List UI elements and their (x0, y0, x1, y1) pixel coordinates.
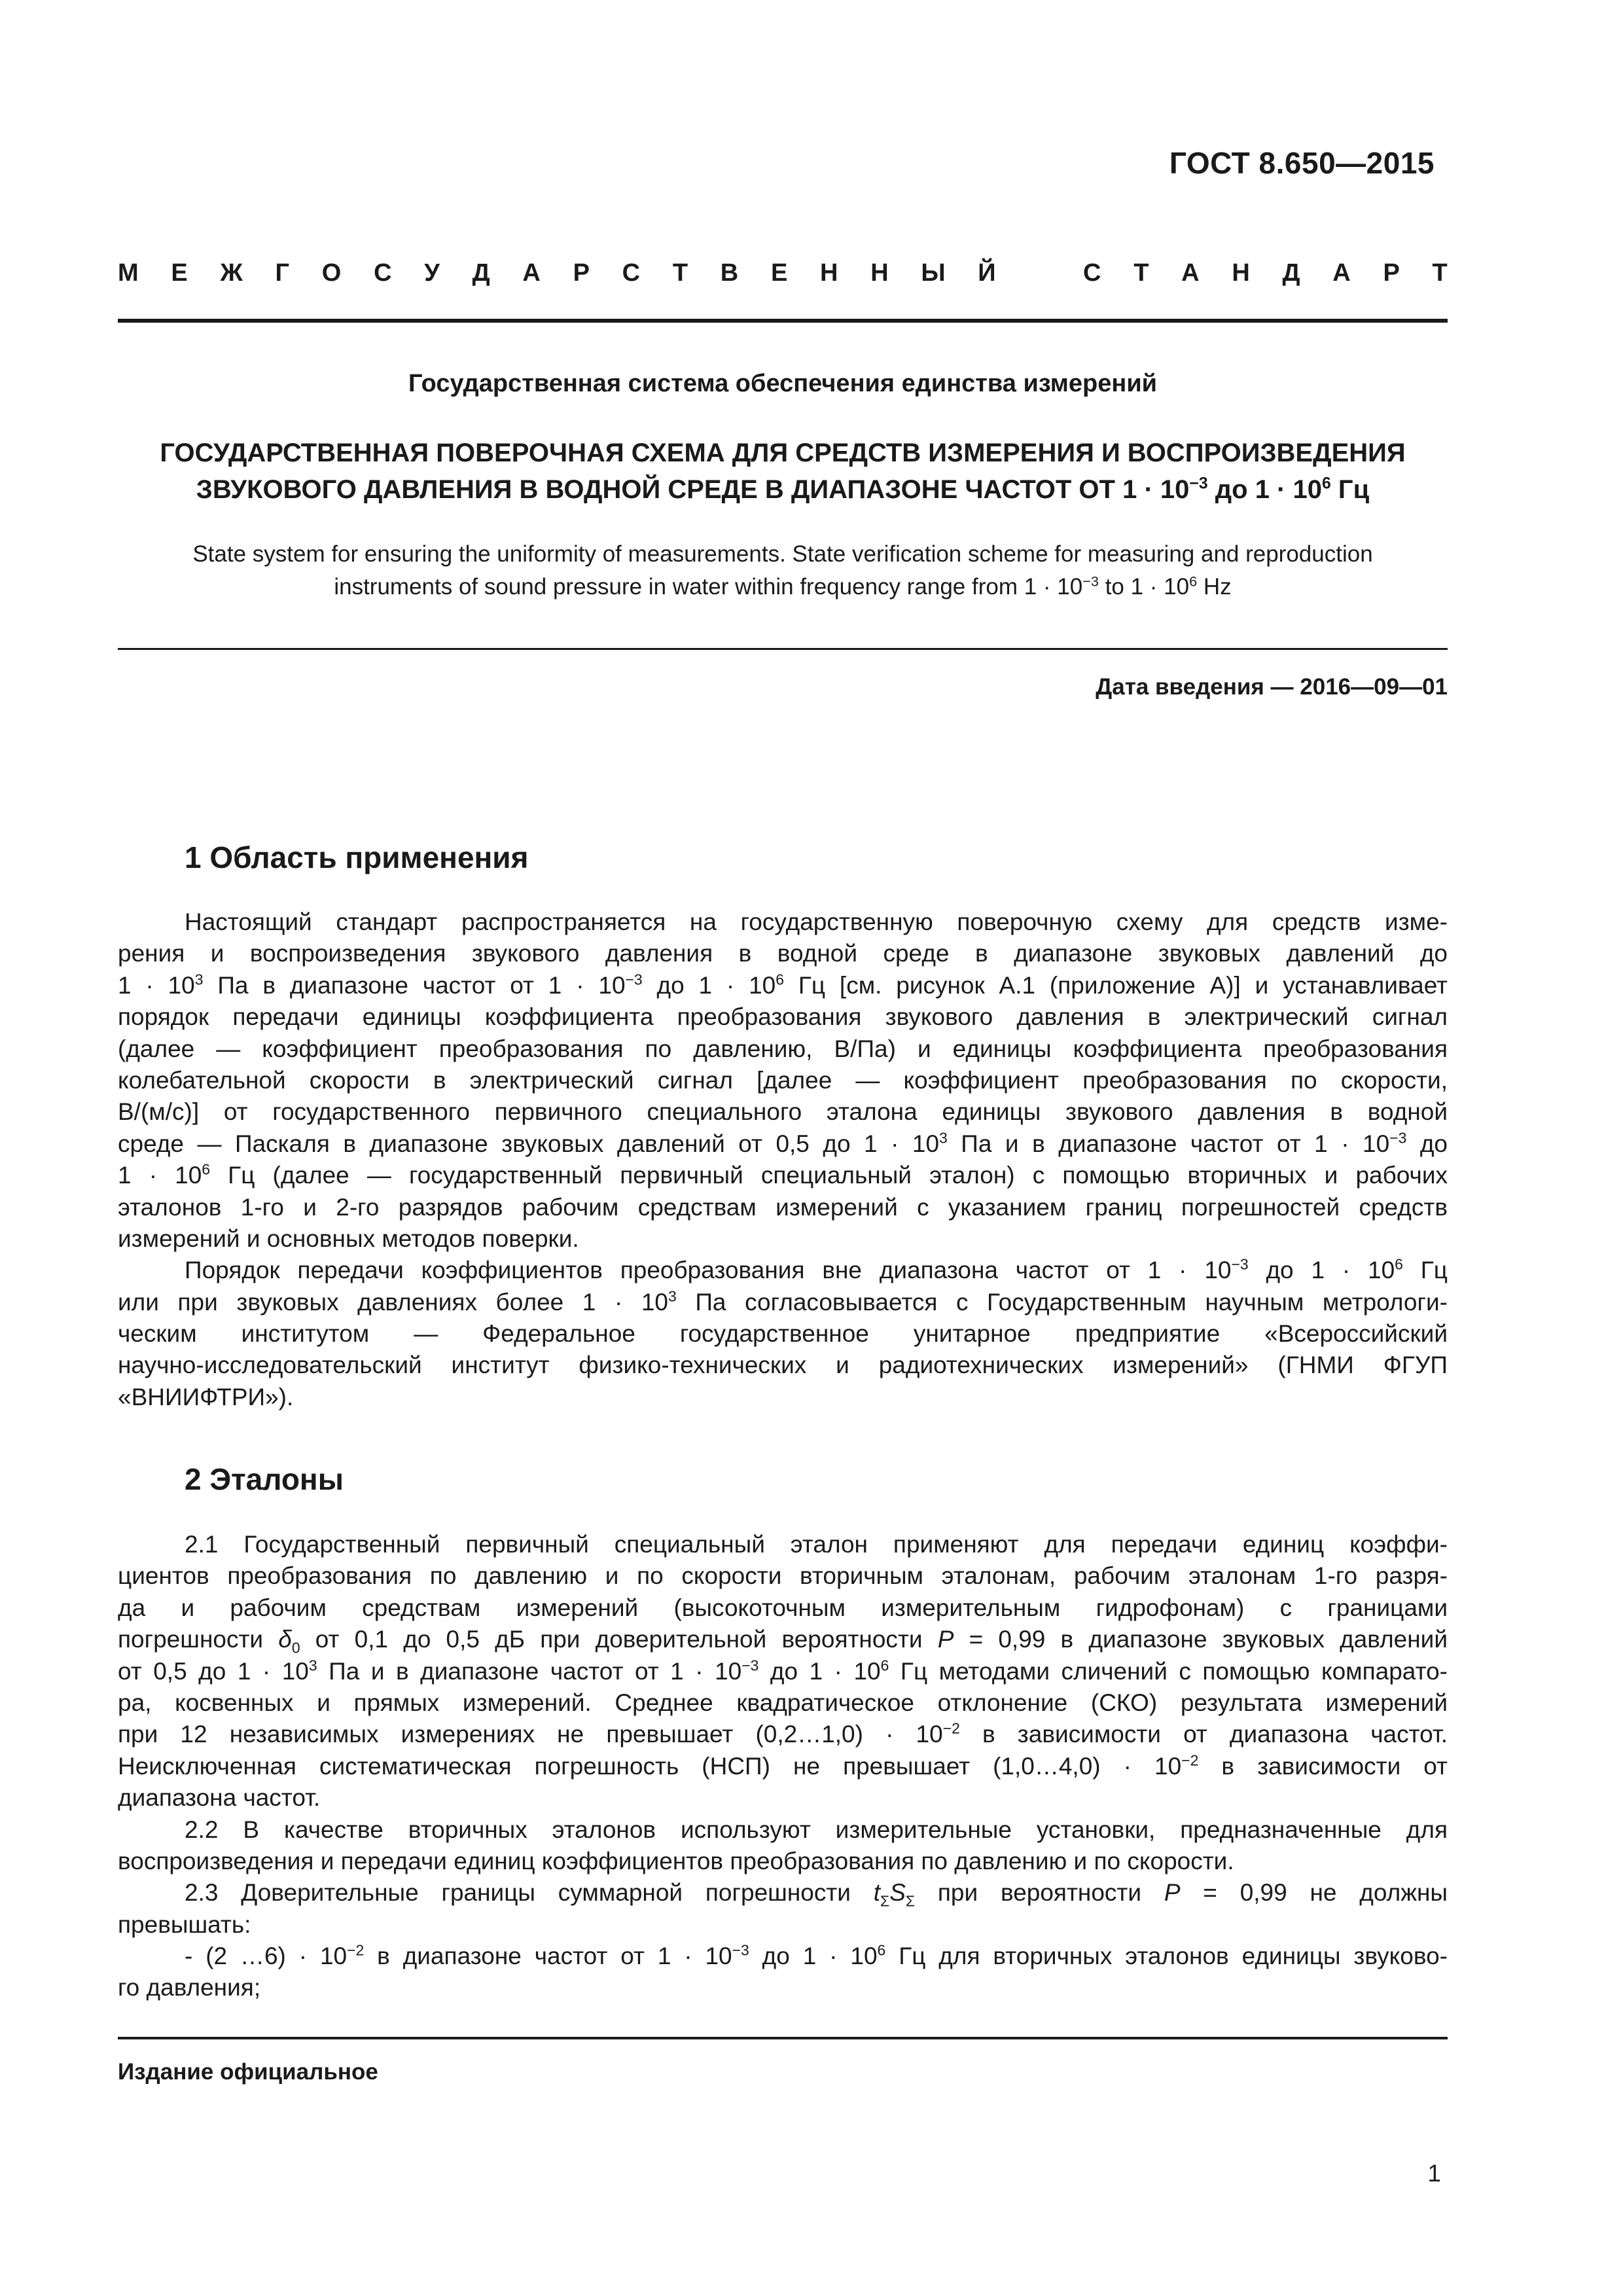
text-line: измерений и основных методов поверки. (118, 1225, 579, 1252)
text-line: циентов преобразования по давлению и по скорости вторичным эталонам, рабочим эталонам 1-го разря- (118, 1562, 1448, 1590)
doc-type-letter: Е (770, 259, 788, 287)
text-line: да и рабочим средствам измерений (высокоточным измерительным гидрофонам) с границами (118, 1594, 1448, 1621)
main-title (118, 435, 1448, 508)
text-line: воспроизведения и передачи единиц коэффициентов преобразования по давлению и по скорости. (118, 1847, 1234, 1874)
section-body-standards (118, 1529, 1448, 2004)
document-number: ГОСТ 8.650—2015 (1169, 146, 1435, 180)
series-title: Государственная система обеспечения единства измерений (408, 370, 1158, 397)
english-title-line-1: State system for ensuring the uniformity of measurements. State verification scheme for measuring and reproduction (192, 541, 1373, 567)
doc-type-letter: Т (672, 259, 688, 287)
doc-type-letter: Т (1133, 259, 1149, 287)
title-rule (118, 648, 1448, 650)
main-title-line-2: ЗВУКОВОГО ДАВЛЕНИЯ В ВОДНОЙ СРЕДЕ В ДИАПАЗОНЕ ЧАСТОТ ОТ $1 \cdot 10^{-3}$ до $1 \cdot 10^6$ Гц (196, 475, 1370, 504)
doc-type-letter: Н (870, 259, 889, 287)
header-rule (118, 319, 1448, 323)
footer-rule (118, 2037, 1448, 2039)
doc-type-letter: О (321, 259, 342, 287)
text-line: 2.3 Доверительные границы суммарной погрешности $t_\Sigma S_\Sigma$ при вероятности P = 0,99 не должны (185, 1879, 1448, 1910)
text-line: при 12 независимых измерениях не превышает (0,2…1,0) · $10^{-2}$ в зависимости от диапазона частот. (118, 1720, 1448, 1748)
doc-type-letter: Е (171, 259, 188, 287)
text-line: научно-исследовательский институт физико-технических и радиотехнических измерений» (ГНМИ ФГУП (118, 1352, 1448, 1379)
doc-type-letter: Т (1432, 259, 1448, 287)
text-line: среде — Паскаля в диапазоне звуковых давлений от 0,5 до $1 \cdot 10^3$ Па и в диапазоне частот от $1 \cdot 10^{-3}$ до (118, 1129, 1448, 1157)
doc-type-letter: А (1332, 259, 1351, 287)
official-edition-label: Издание официальное (118, 2059, 378, 2085)
doc-type-letter: Ж (220, 259, 243, 287)
section-heading-scope: 1 Область применения (185, 840, 529, 874)
text-line: ра, косвенных и прямых измерений. Среднее квадратическое отклонение (СКО) результата измерений (118, 1689, 1448, 1716)
text-line: - (2 …6) · $10^{-2}$ в диапазоне частот от $1 \cdot 10^{-3}$ до $1 \cdot 10^6$ Гц для вторичных эталонов единицы звуково- (185, 1941, 1448, 1970)
text-line: эталонов 1-го и 2-го разрядов рабочим средствам измерений с указанием границ погрешностей средств (118, 1193, 1448, 1221)
text-line: го давления; (118, 1974, 261, 2001)
section-body-scope (118, 906, 1448, 1413)
document-type-heading (118, 259, 1448, 287)
doc-type-letter: Ы (921, 259, 946, 287)
text-line: В/(м/с)] от государственного первичного специального эталона единицы звукового давления в водной (118, 1098, 1448, 1126)
text-line: $1 \cdot 10^3$ Па в диапазоне частот от $1 \cdot 10^{-3}$ до $1 \cdot 10^6$ Гц [см. рисунок А.1 (приложение А)] и устанавливает (118, 971, 1448, 999)
introduction-date: Дата введения — 2016—09—01 (1096, 674, 1448, 700)
text-line: Настоящий стандарт распространяется на государственную поверочную схему для средств изме- (185, 908, 1448, 935)
text-line: рения и воспроизведения звукового давления в водной среде в диапазоне звуковых давлений до (118, 940, 1448, 967)
doc-type-letter: Й (978, 259, 996, 287)
doc-type-letter: А (522, 259, 541, 287)
doc-type-letter: М (118, 259, 139, 287)
doc-type-letter: У (424, 259, 440, 287)
text-line: диапазона частот. (118, 1784, 321, 1812)
text-line: порядок передачи единицы коэффициента преобразования звукового давления в электрический сигнал (118, 1003, 1448, 1031)
doc-type-letter: С (1083, 259, 1101, 287)
text-line: колебательной скорости в электрический сигнал [далее — коэффициент преобразования по скорости, (118, 1066, 1448, 1094)
doc-type-letter: В (720, 259, 739, 287)
english-title-line-2: instruments of sound pressure in water within frequency range from $1 \cdot 10^{-3}$ to $1 \cdot 10^6$ Hz (334, 573, 1232, 600)
doc-type-letter: Р (573, 259, 590, 287)
doc-type-letter: Д (472, 259, 490, 287)
english-title (118, 538, 1448, 603)
doc-type-letter: С (622, 259, 641, 287)
text-line: превышать: (118, 1910, 251, 1938)
text-line: погрешности $\delta_0$ от 0,1 до 0,5 дБ при доверительной вероятности P = 0,99 в диапазоне звуковых давлений (118, 1626, 1448, 1657)
text-line: 2.2 В качестве вторичных эталонов используют измерительные установки, предназначенные для (185, 1816, 1448, 1843)
doc-type-letter: Р (1383, 259, 1400, 287)
doc-type-letter: Н (820, 259, 838, 287)
text-line: от 0,5 до $1 \cdot 10^3$ Па и в диапазоне частот от $1 \cdot 10^{-3}$ до $1 \cdot 10^6$ Гц методами сличений с помощью компарато- (118, 1657, 1448, 1685)
section-heading-standards: 2 Эталоны (185, 1462, 344, 1496)
doc-type-letter: Г (275, 259, 290, 287)
doc-type-letter: С (374, 259, 392, 287)
doc-type-letter: А (1181, 259, 1200, 287)
doc-type-letter: Н (1232, 259, 1250, 287)
doc-type-letter: Д (1282, 259, 1300, 287)
text-line: $1 \cdot 10^6$ Гц (далее — государственный первичный специальный эталон) с помощью вторичных и рабочих (118, 1160, 1448, 1189)
text-line: Неисключенная систематическая погрешность (НСП) не превышает (1,0…4,0) · $10^{-2}$ в зависимости от (118, 1751, 1448, 1780)
text-line: Порядок передачи коэффициентов преобразования вне диапазона частот от $1 \cdot 10^{-3}$ до $1 \cdot 10^6$ Гц (185, 1255, 1448, 1284)
text-line: 2.1 Государственный первичный специальный эталон применяют для передачи единиц коэффи- (185, 1531, 1448, 1558)
main-title-line-1: ГОСУДАРСТВЕННАЯ ПОВЕРОЧНАЯ СХЕМА ДЛЯ СРЕДСТВ ИЗМЕРЕНИЯ И ВОСПРОИЗВЕДЕНИЯ (160, 439, 1406, 467)
text-line: (далее — коэффициент преобразования по давлению, В/Па) и единицы коэффициента преобразования (118, 1035, 1448, 1062)
text-line: «ВНИИФТРИ»). (118, 1383, 294, 1410)
page-number: 1 (1427, 2160, 1441, 2187)
text-line: ческим институтом — Федеральное государственное унитарное предприятие «Всероссийский (118, 1320, 1448, 1348)
text-line: или при звуковых давлениях более $1 \cdot 10^3$ Па согласовывается с Государственным научным метрологи- (118, 1287, 1448, 1316)
